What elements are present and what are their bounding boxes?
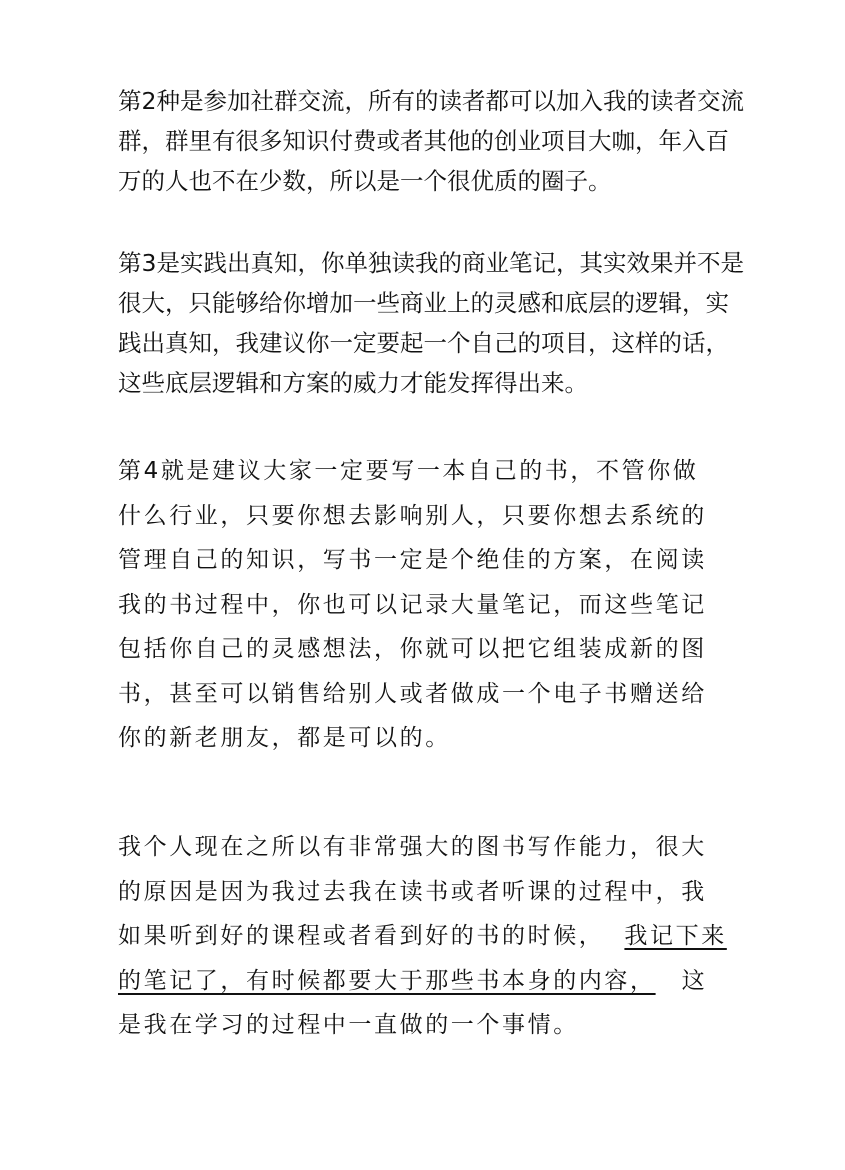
text-line: 很大，只能够给你增加一些商业上的灵感和底层的逻辑，实 [118,289,729,317]
text-line: 我的书过程中，你也可以记录大量笔记，而这些笔记 [118,591,707,618]
text-line: 群，群里有很多知识付费或者其他的创业项目大咖，年入百 [118,127,729,155]
text-line [118,959,728,1004]
text-line: 的原因是因为我过去我在读书或者听课的过程中，我 [118,878,707,905]
text-line: 第3是实践出真知，你单独读我的商业笔记，其实效果并不是 [118,249,744,277]
text-line: 践出真知，我建议你一定要起一个自己的项目，这样的话， [118,329,729,357]
text-line: 你的新老朋友，都是可以的。 [118,725,451,751]
text-line: 第2种是参加社群交流，所有的读者都可以加入我的读者交流 [118,87,744,115]
text-line [118,914,728,959]
text-line: 这些底层逻辑和方案的威力才能发挥得出来。 [118,369,588,397]
underlined-text: 的笔记了，有时候都要大于那些书本身的内容， [118,967,656,994]
text-line: 管理自己的知识，写书一定是个绝佳的方案，在阅读 [118,547,707,573]
paragraph-community [118,81,744,201]
text-segment: 这 [681,967,708,994]
paragraph-write-book [118,449,728,761]
paragraph-practice [118,243,744,403]
text-line: 我个人现在之所以有非常强大的图书写作能力，很大 [118,834,707,860]
text-line: 第4就是建议大家一定要写一本自己的书，不管你做 [118,458,699,484]
text-line: 包括你自己的灵感想法，你就可以把它组装成新的图 [118,636,707,662]
text-line: 书，甚至可以销售给别人或者做成一个电子书赠送给 [118,680,707,707]
text-line: 是我在学习的过程中一直做的一个事情。 [118,1012,579,1038]
text-line: 万的人也不在少数，所以是一个很优质的圈子。 [118,167,612,195]
underlined-text: 我记下来 [624,923,727,949]
paragraph-writing-ability [118,825,728,1048]
text-line: 什么行业，只要你想去影响别人，只要你想去系统的 [118,502,707,529]
text-segment: 如果听到好的课程或者看到好的书的时候， [118,923,605,949]
